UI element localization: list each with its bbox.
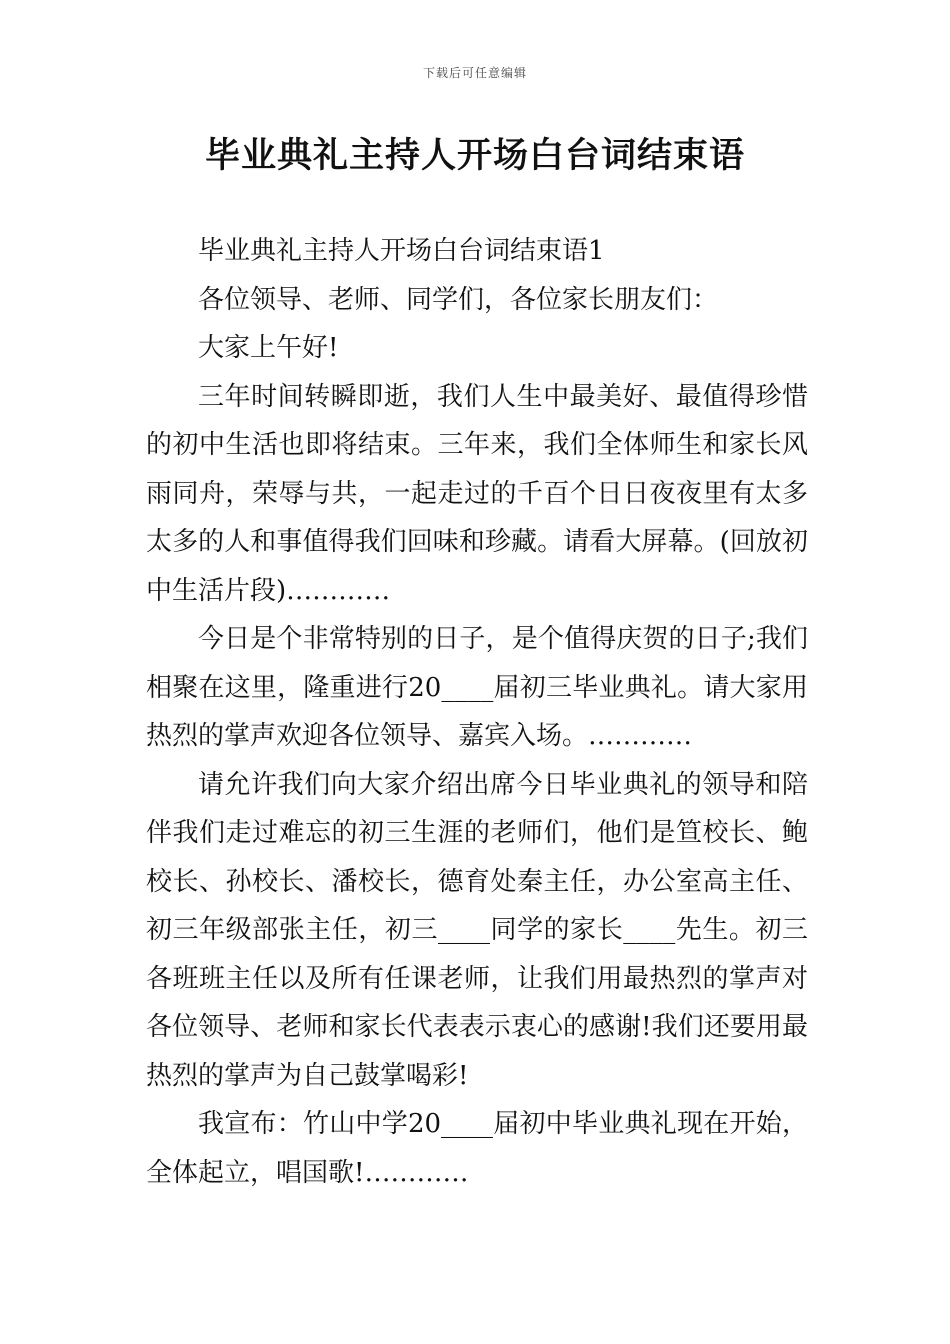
paragraph-body: 三年时间转瞬即逝，我们人生中最美好、最值得珍惜的初中生活也即将结束。三年来，我们全体师生和家长风雨同舟，荣辱与共，一起走过的千百个日日夜夜里有太多太多的人和事值得我们回味和珍藏。请看大屏幕。(回放初中生活片段)………… xyxy=(146,381,808,606)
paragraph-body: 请允许我们向大家介绍出席今日毕业典礼的领导和陪伴我们走过难忘的初三生涯的老师们，他们是笪校长、鲍校长、孙校长、潘校长，德育处秦主任，办公室高主任、初三年级部张主任，初三____同学的家长____先生。初三各班班主任以及所有任课老师，让我们用最热烈的掌声对各位领导、老师和家长代表表示衷心的感谢!我们还要用最热烈的掌声为自己鼓掌喝彩! xyxy=(146,769,808,1091)
paragraph-salutation: 各位领导、老师、同学们，各位家长朋友们： xyxy=(198,284,719,315)
paragraph-body: 我宣布：竹山中学20____届初中毕业典礼现在开始，全体起立，唱国歌!………… xyxy=(146,1109,808,1188)
document-title: 毕业典礼主持人开场白台词结束语 xyxy=(204,136,745,176)
paragraph-body: 今日是个非常特别的日子，是个值得庆贺的日子;我们相聚在这里，隆重进行20____届初三毕业典礼。请大家用热烈的掌声欢迎各位领导、嘉宾入场。………… xyxy=(146,624,808,751)
document-body xyxy=(146,227,808,1197)
paragraph-section-heading: 毕业典礼主持人开场白台词结束语1 xyxy=(198,236,605,266)
paragraph-greeting: 大家上午好! xyxy=(198,333,339,363)
header-note: 下载后可任意编辑 xyxy=(422,66,527,80)
